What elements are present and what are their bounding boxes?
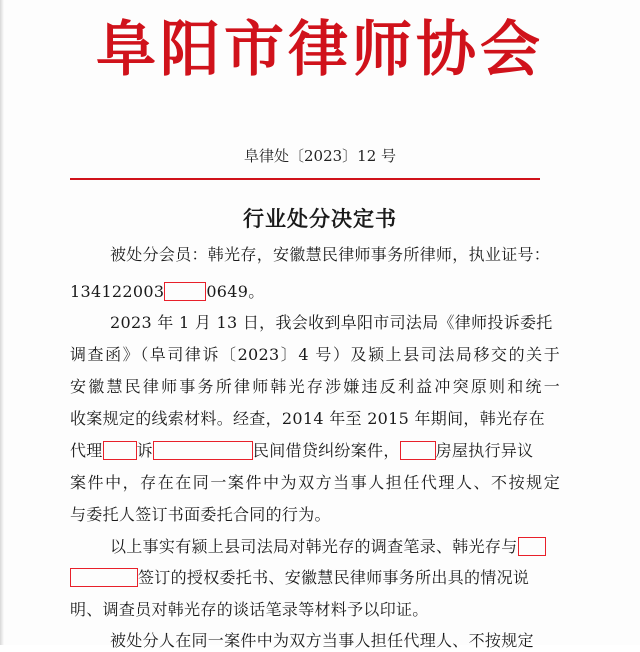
body-text: 2023 年 1 月 13 日，我会收到阜阳市司法局《律师投诉委托 (110, 313, 553, 332)
redaction-box (103, 441, 137, 460)
body-line-2 (70, 281, 560, 303)
body-line-6 (70, 408, 560, 430)
document-title: 行业处分决定书 (243, 207, 397, 231)
body-text: 被处分人在同一案件中为双方当事人担任代理人、不按规定 (110, 631, 534, 650)
body-text: 134122003 (70, 282, 165, 301)
redaction-box (70, 568, 138, 587)
body-line-7 (70, 440, 560, 462)
body-text: 安徽慧民律师事务所律师韩光存涉嫌违反利益冲突原则和统一 (70, 377, 560, 396)
body-text: 民间借贷纠纷案件， (252, 441, 400, 460)
body-text: 案件中，存在在同一案件中为双方当事人担任代理人、不按规定 (70, 473, 560, 492)
body-line-3 (110, 312, 560, 334)
body-text: 收案规定的线索材料。经查，2014 年至 2015 年期间，韩光存在 (70, 409, 545, 428)
body-text: 以上事实有颍上县司法局对韩光存的调查笔录、韩光存与 (110, 537, 518, 556)
body-line-9 (70, 504, 560, 526)
redaction-box (400, 441, 436, 460)
body-text: 调查函》（阜司律诉〔2023〕4 号）及颍上县司法局移交的关于 (70, 345, 560, 364)
document-number: 阜律处〔2023〕12 号 (243, 147, 397, 165)
body-line-10 (110, 536, 560, 558)
body-line-8 (70, 472, 560, 494)
letterhead-red-rule (70, 178, 540, 180)
body-text: 与委托人签订书面委托合同的行为。 (70, 505, 331, 524)
org-letterhead-title: 阜阳市律师协会 (96, 15, 544, 85)
body-text: 诉 (136, 441, 153, 460)
body-line-11 (70, 567, 560, 589)
body-line-12 (70, 599, 560, 621)
body-text: 代理 (70, 441, 103, 460)
body-text: 房屋执行异议 (435, 441, 534, 460)
redaction-box (518, 537, 546, 556)
body-line-13 (110, 630, 560, 652)
redaction-box (164, 282, 206, 301)
redaction-box (153, 441, 253, 460)
page-edge-shadow (0, 0, 4, 645)
body-line-5 (70, 376, 560, 398)
body-line-1 (110, 244, 560, 266)
body-text: 被处分会员：韩光存，安徽慧民律师事务所律师，执业证号： (110, 245, 551, 264)
body-text: 明、调查员对韩光存的谈话笔录等材料予以印证。 (70, 600, 429, 619)
body-line-4 (70, 344, 560, 366)
body-text: 0649。 (206, 282, 265, 301)
body-text: 签订的授权委托书、安徽慧民律师事务所出具的情况说 (138, 568, 530, 587)
